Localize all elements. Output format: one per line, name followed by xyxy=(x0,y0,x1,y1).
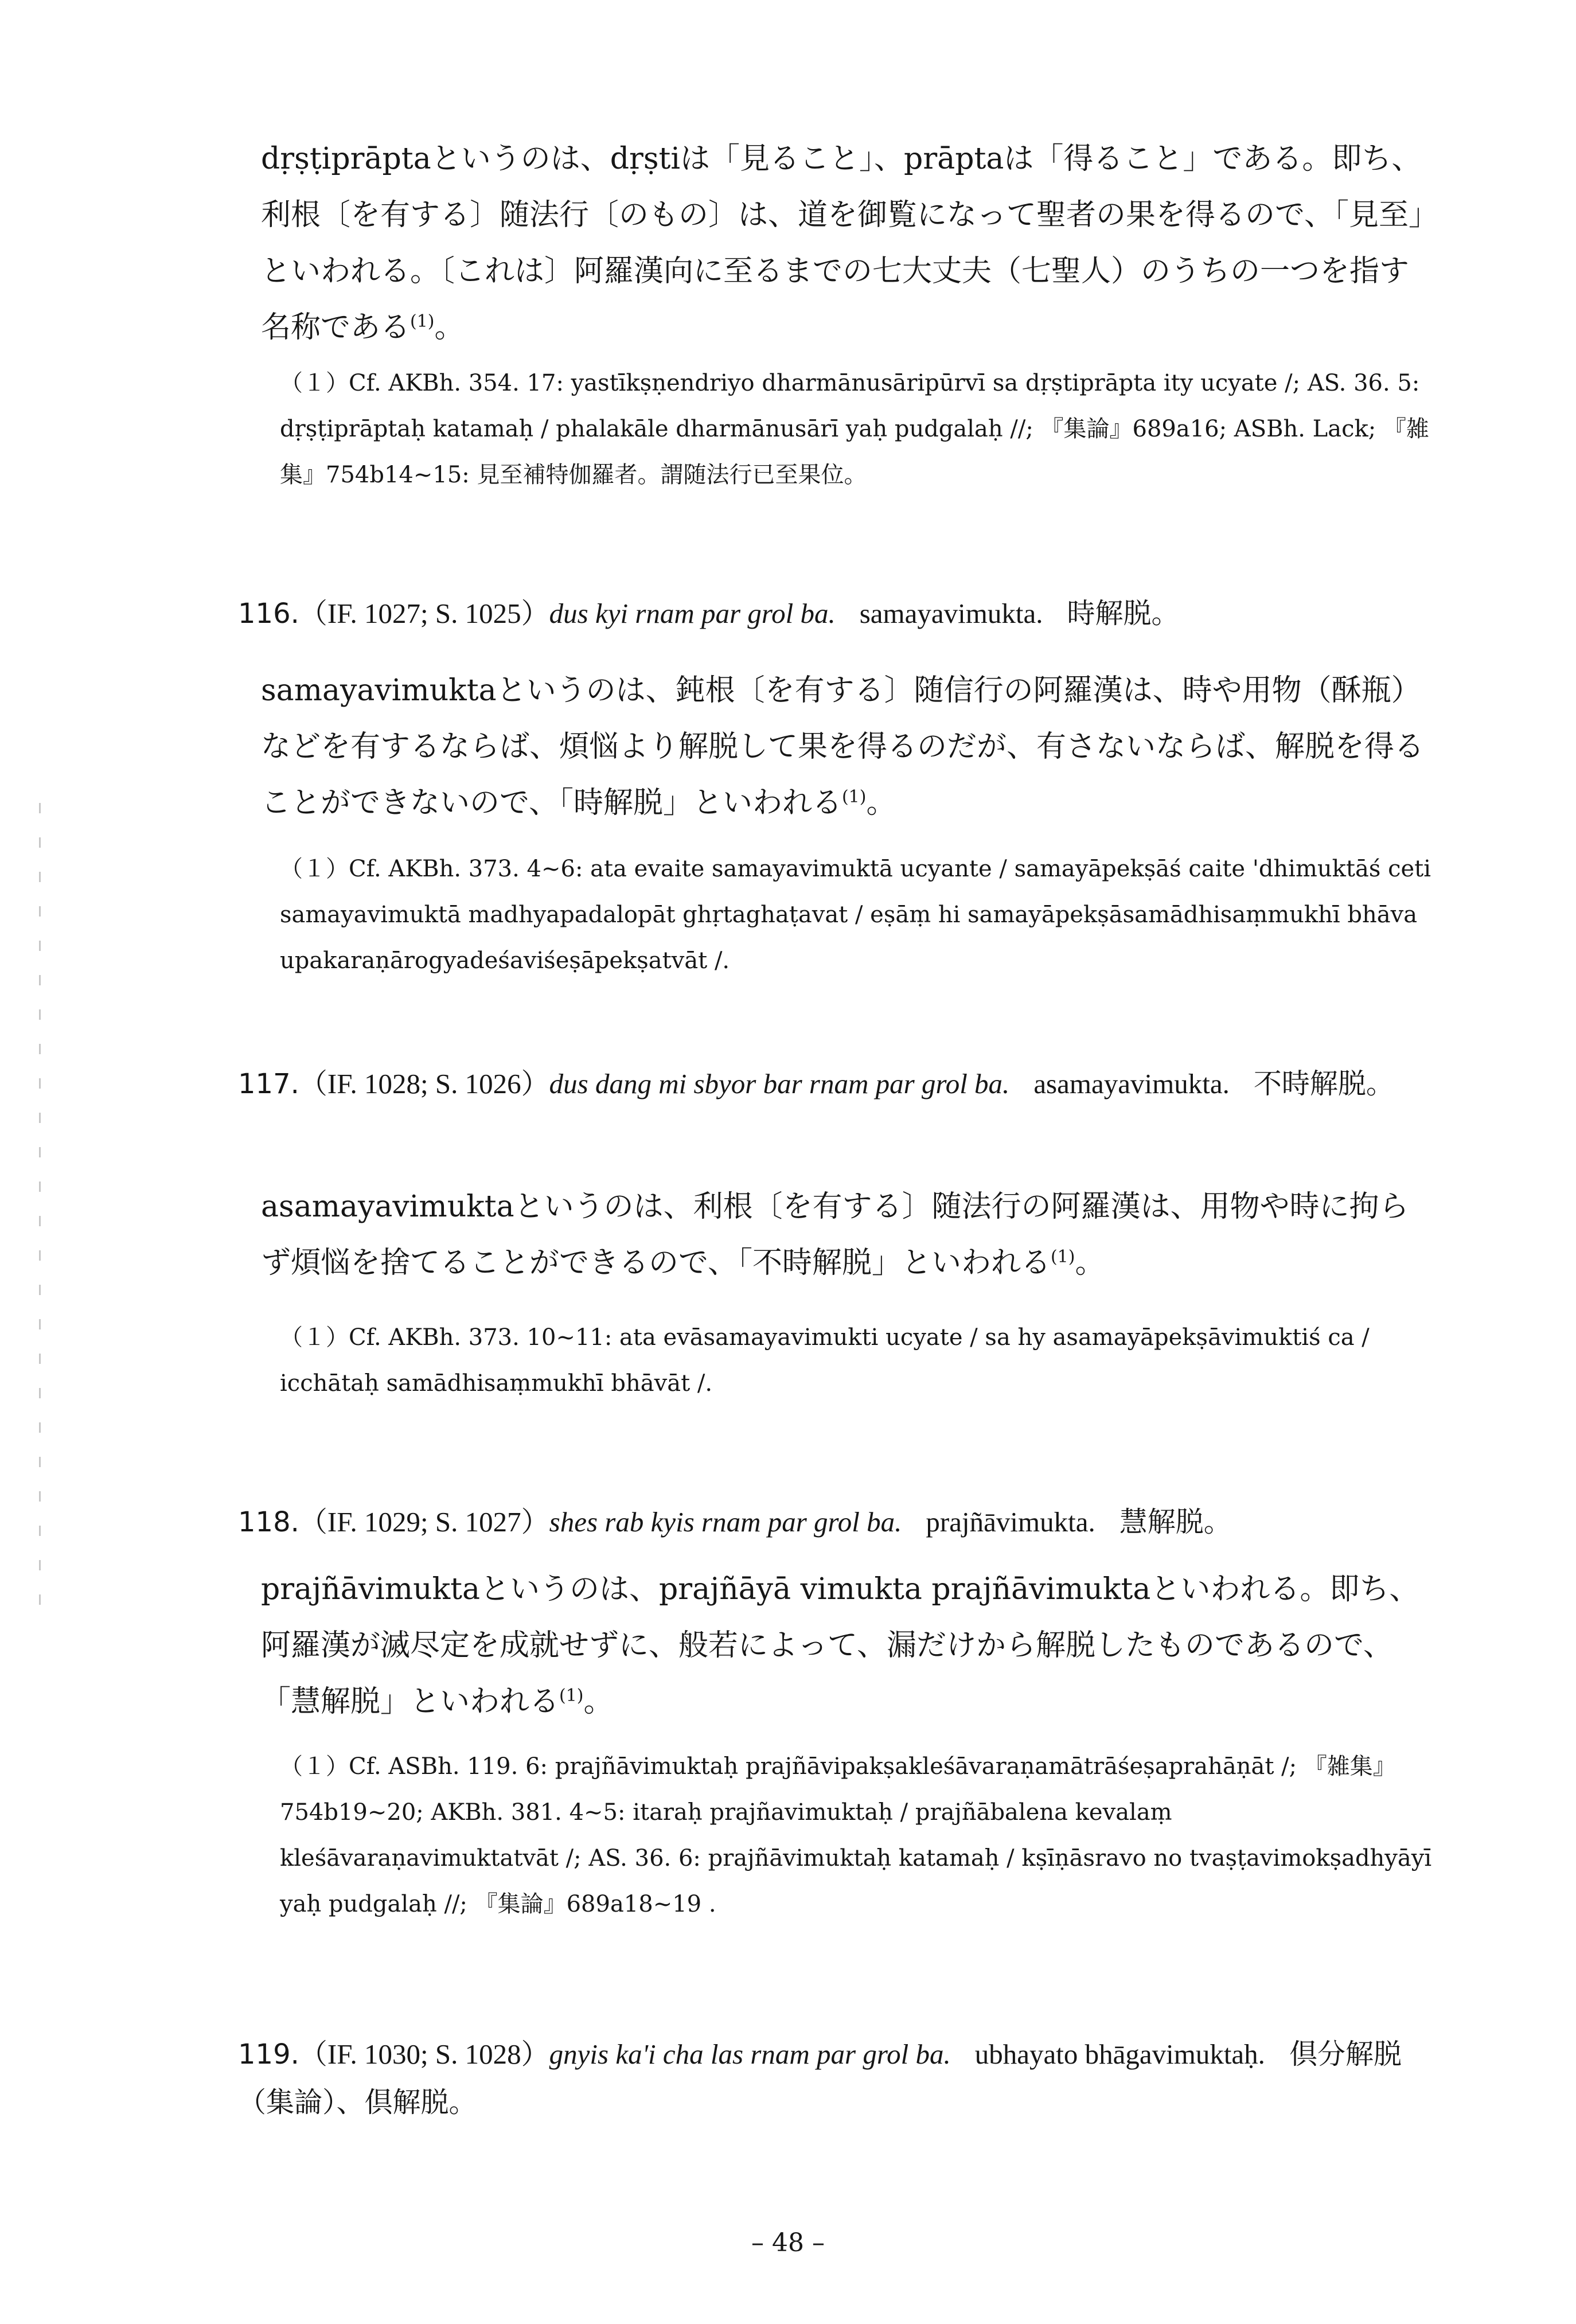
entry-number: 119. xyxy=(238,2038,299,2070)
sanskrit-term: samayavimukta. xyxy=(859,598,1043,629)
note-reference: (1) xyxy=(559,1686,584,1706)
footnote-text: （１）Cf. AKBh. 373. 10~11: ata evāsamayavimukti ucyate / sa hy asamayāpekṣāvimuktiś ca / icchātaḥ samādhisaṃmukhī bhāvāt /. xyxy=(280,1324,1370,1397)
entry-number: 118. xyxy=(238,1506,299,1538)
paragraph-text: prajñāvimuktaというのは、prajñāyā vimukta prajñāvimuktaといわれる。即ち、阿羅漢が滅尽定を成就せずに、般若によって、漏だけから解脱したものであるので、「慧解脱」といわれる xyxy=(261,1572,1419,1719)
entry-heading-119 xyxy=(238,2030,1437,2127)
entry-reference: （IF. 1029; S. 1027） xyxy=(299,1506,549,1538)
tibetan-term: gnyis ka'i cha las rnam par grol ba. xyxy=(549,2038,951,2070)
chinese-term: 時解脱。 xyxy=(1067,598,1180,629)
entry-reference: （IF. 1027; S. 1025） xyxy=(299,598,549,629)
entry-heading-118 xyxy=(238,1498,1437,1546)
footnote-asamayavimukta xyxy=(280,1315,1433,1406)
chinese-term: 倶分解脱（集論）、倶解脱。 xyxy=(238,2038,1402,2118)
entry-reference: （IF. 1028; S. 1026） xyxy=(299,1068,549,1099)
paragraph-text: samayavimuktaというのは、鈍根〔を有する〕随信行の阿羅漢は、時や用物（酥瓶）などを有するならば、煩悩より解脱して果を得るのだが、有さないならば、解脱を得ることができないので、「時解脱」といわれる xyxy=(261,673,1425,820)
note-reference: (1) xyxy=(410,311,435,332)
paragraph-end: 。 xyxy=(434,310,465,345)
footnote-text: （１）Cf. AKBh. 354. 17: yastīkṣṇendriyo dharmānusāripūrvī sa dṛṣtiprāpta ity ucyate /; AS. 36. 5: dṛṣṭiprāptaḥ katamaḥ / phalakāle dharmānusārī yaḥ pudgalaḥ //; 『集論』689a16; ASBh. Lack; 『雑集』754b14~15: 見至補特伽羅者。謂随法行已至果位。 xyxy=(280,370,1429,488)
chinese-term: 慧解脱。 xyxy=(1119,1506,1232,1538)
paragraph-end: 。 xyxy=(866,786,896,820)
paragraph-asamayavimukta xyxy=(261,1179,1428,1291)
paragraph-text: dṛṣṭiprāptaというのは、dṛṣtiは「見ること」、prāptaは「得ること」である。即ち、利根〔を有する〕随法行〔のもの〕は、道を御覧になって聖者の果を得るので、「見至」といわれる。〔これは〕阿羅漢向に至るまでの七大丈夫（七聖人）のうちの一つを指す名称である xyxy=(261,142,1423,345)
paragraph-end: 。 xyxy=(1075,1246,1105,1280)
entry-heading-116 xyxy=(238,590,1437,638)
paragraph-samayavimukta xyxy=(261,662,1428,831)
paragraph-end: 。 xyxy=(583,1684,614,1719)
footnote-samayavimukta xyxy=(280,846,1433,984)
footnote-text: （１）Cf. AKBh. 373. 4~6: ata evaite samayavimuktā ucyante / samayāpekṣāś caite 'dhimuktāś ceti samayavimuktā madhyapadalopāt ghṛtaghaṭavat / eṣāṃ hi samayāpekṣāsamādhisaṃmukhī bhāva upakaraṇārogyadeśaviśeṣāpekṣatvāt /. xyxy=(280,856,1431,974)
paragraph-prajnavimukta xyxy=(261,1561,1428,1730)
note-reference: (1) xyxy=(841,787,867,807)
note-reference: (1) xyxy=(1050,1247,1075,1267)
sanskrit-term: ubhayato bhāgavimuktaḥ. xyxy=(974,2038,1265,2070)
scan-edge-mark xyxy=(39,803,41,1606)
tibetan-term: dus dang mi sbyor bar rnam par grol ba. xyxy=(549,1068,1010,1099)
tibetan-term: dus kyi rnam par grol ba. xyxy=(549,598,836,629)
footnote-drstiprapta xyxy=(280,360,1433,498)
paragraph-drstiprapta xyxy=(261,131,1428,356)
page-number: – 48 – xyxy=(751,2228,825,2257)
chinese-term: 不時解脱。 xyxy=(1253,1068,1394,1099)
footnote-text: （１）Cf. ASBh. 119. 6: prajñāvimuktaḥ prajñāvipakṣakleśāvaraṇamātrāśeṣaprahāṇāt /; 『雑集』754b19~20; AKBh. 381. 4~5: itaraḥ prajñavimuktaḥ / prajñābalena kevalaṃ kleśāvaraṇavimuktatvāt /; AS. 36. 6: prajñāvimuktaḥ katamaḥ / kṣīṇāsravo no tvaṣṭavimokṣadhyāyī yaḥ pudgalaḥ //; 『集論』689a18~19 . xyxy=(280,1753,1432,1917)
entry-reference: （IF. 1030; S. 1028） xyxy=(299,2038,549,2070)
sanskrit-term: prajñāvimukta. xyxy=(926,1506,1095,1538)
sanskrit-term: asamayavimukta. xyxy=(1033,1068,1230,1099)
entry-number: 117. xyxy=(238,1068,299,1100)
tibetan-term: shes rab kyis rnam par grol ba. xyxy=(549,1506,902,1538)
footnote-prajnavimukta xyxy=(280,1744,1433,1927)
paragraph-text: asamayavimuktaというのは、利根〔を有する〕随法行の阿羅漢は、用物や時に拘らず煩悩を捨てることができるので、「不時解脱」といわれる xyxy=(261,1190,1409,1280)
entry-number: 116. xyxy=(238,598,299,630)
entry-heading-117 xyxy=(238,1060,1437,1108)
